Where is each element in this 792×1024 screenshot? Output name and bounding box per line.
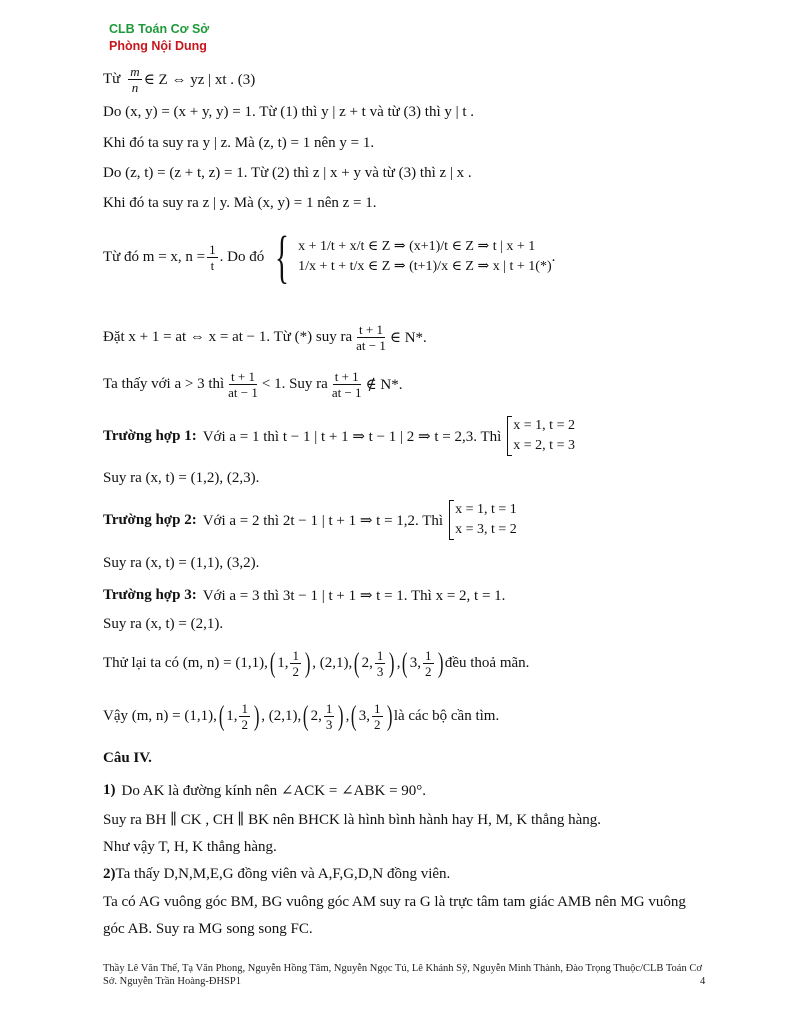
- text: 3,: [409, 655, 422, 671]
- brace-glyph: {: [275, 224, 290, 289]
- bracket-row: x = 3, t = 2: [455, 522, 517, 537]
- line-6: [103, 224, 556, 289]
- part-label: 2): [103, 866, 116, 882]
- line-7: [103, 322, 427, 353]
- fraction: [226, 369, 260, 400]
- line-4: Do (z, t) = (z + t, z) = 1. Từ (2) thì z | x + y và từ (3) thì z | x .: [103, 165, 472, 181]
- den: at − 1: [228, 385, 258, 400]
- part-1-line: [103, 781, 426, 800]
- text: Với a = 2 thì 2t − 1 | t + 1 ⇒ t = 1,2. Thì: [202, 512, 444, 529]
- case-3: [103, 586, 505, 605]
- text: 2,: [310, 708, 322, 724]
- fraction-1-t: [207, 242, 218, 273]
- fraction: [330, 369, 364, 400]
- case-label: Trường hợp 2:: [103, 511, 197, 528]
- solution-bracket: [449, 500, 517, 540]
- paren-close: ): [386, 700, 392, 732]
- fraction: [375, 648, 386, 679]
- num: 1: [374, 701, 381, 716]
- paren-close: ): [253, 700, 260, 732]
- num: 1: [325, 701, 333, 716]
- num: 1: [376, 648, 384, 663]
- num: t + 1: [334, 369, 359, 384]
- system-row-2: 1/x + t + t/x ∈ Z ⇒ (t+1)/x ∈ Z ⇒ x | t + 1(*): [298, 259, 552, 274]
- den: 2: [425, 664, 432, 679]
- case-label: Trường hợp 1:: [103, 427, 197, 444]
- paren-close: ): [304, 647, 311, 679]
- text: ∈ Z ⇔ yz | xt . (3): [143, 72, 256, 88]
- section-heading: Câu IV.: [103, 750, 152, 766]
- part-2-line-2: Ta có AG vuông góc BM, BG vuông góc AM suy ra G là trực tâm tam giác AMB nên MG vuông: [103, 894, 686, 910]
- fraction: [354, 322, 388, 353]
- den: 3: [325, 717, 333, 732]
- text: 1,: [226, 708, 238, 724]
- part-label: 1): [103, 782, 116, 798]
- num: 1: [209, 241, 216, 257]
- num: t + 1: [359, 322, 383, 337]
- fraction-m-n: [128, 64, 141, 95]
- text: , (2,1),: [261, 708, 302, 724]
- text: Đặt x + 1 = at ⇔ x = at − 1. Từ (*) suy ra: [103, 329, 353, 345]
- solution-bracket: [507, 416, 575, 456]
- text: ∈ N*.: [389, 330, 427, 346]
- system-of-equations: [268, 224, 552, 289]
- num: 1: [292, 648, 299, 663]
- case-2-result: Suy ra (x, t) = (1,1), (3,2).: [103, 555, 260, 571]
- system-rows: [298, 237, 552, 277]
- text: Thử lại ta có (m, n) = (1,1),: [103, 655, 268, 671]
- den: at − 1: [331, 385, 362, 400]
- text: < 1. Suy ra: [261, 376, 328, 392]
- fraction: [423, 648, 434, 679]
- den: 3: [376, 664, 384, 679]
- text: Do AK là đường kính nên ∠ACK = ∠ABK = 90°.: [121, 783, 427, 799]
- bracket-row: x = 1, t = 2: [513, 418, 575, 433]
- line-8: [103, 369, 403, 400]
- part-1-line-3: Như vậy T, H, K thẳng hàng.: [103, 839, 277, 855]
- den: 2: [241, 717, 248, 732]
- fraction: [290, 648, 301, 679]
- num: 1: [425, 648, 432, 663]
- paren-open: (: [354, 647, 360, 679]
- case-1: [103, 416, 575, 456]
- text: , (2,1),: [312, 655, 353, 671]
- den: n: [131, 80, 139, 95]
- den: 2: [374, 717, 381, 732]
- club-name: CLB Toán Cơ Sở: [109, 22, 210, 36]
- line-5: Khi đó ta suy ra z | y. Mà (x, y) = 1 nên z = 1.: [103, 195, 377, 211]
- conclusion-line: Vậy (m, n) = (1,1), ( 1, $\frac{1}{2}$ ) , (2,1), ( 2, $\frac{1}{3}$ ) , ( 3, $\frac{1}{2}$ ) là các bộ cần tìm.: [103, 700, 500, 732]
- part-2-line: [103, 866, 450, 883]
- text: . Do đó: [219, 248, 265, 265]
- text: 2,: [361, 655, 373, 671]
- line-2: Do (x, y) = (x + y, y) = 1. Từ (1) thì y | z + t và từ (3) thì y | t .: [103, 104, 475, 120]
- fraction: [372, 701, 383, 732]
- part-1-line-2: Suy ra BH ∥ CK , CH ∥ BK nên BHCK là hình bình hành hay H, M, K thẳng hàng.: [103, 812, 601, 828]
- line-1: [103, 64, 255, 95]
- system-row-1: x + 1/t + x/t ∈ Z ⇒ (x+1)/t ∈ Z ⇒ t | x + 1: [298, 239, 536, 254]
- case-1-result: Suy ra (x, t) = (1,2), (2,3).: [103, 470, 260, 486]
- paren-close: ): [437, 647, 443, 679]
- text: Từ đó m = x, n =: [103, 248, 206, 265]
- paren-open: (: [269, 647, 276, 679]
- text: .: [551, 248, 556, 265]
- verification-line: Thử lại ta có (m, n) = (1,1), ( 1, $\frac{1}{2}$ ) , (2,1), ( 2, $\frac{1}{3}$ ) , ( 3, $\frac{1}{2}$ ) đều thoả mãn.: [103, 647, 530, 679]
- line-3: Khi đó ta suy ra y | z. Mà (z, t) = 1 nên y = 1.: [103, 135, 375, 151]
- bracket-row: x = 1, t = 1: [455, 502, 517, 517]
- text: 3,: [358, 708, 370, 724]
- paren-open: (: [402, 647, 408, 679]
- paren-open: (: [303, 700, 309, 732]
- bracket-row: x = 2, t = 3: [513, 438, 575, 453]
- paren-close: ): [389, 647, 395, 679]
- num: m: [130, 64, 140, 79]
- paren-open: (: [218, 700, 225, 732]
- text: Ta thấy với a > 3 thì: [103, 376, 225, 392]
- text: Vậy (m, n) = (1,1),: [103, 708, 217, 724]
- text: ∉ N*.: [365, 377, 403, 393]
- text: 1,: [277, 655, 289, 671]
- text: Với a = 1 thì t − 1 | t + 1 ⇒ t − 1 | 2 ⇒ t = 2,3. Thì: [202, 428, 502, 445]
- text: là các bộ cần tìm.: [393, 708, 500, 724]
- num: 1: [241, 701, 248, 716]
- part-2-line-3: góc AB. Suy ra MG song song FC.: [103, 921, 313, 937]
- den: at − 1: [356, 338, 386, 353]
- text: Từ: [103, 71, 121, 87]
- case-label: Trường hợp 3:: [103, 587, 197, 603]
- case-3-result: Suy ra (x, t) = (2,1).: [103, 616, 224, 632]
- page-number: 4: [700, 976, 706, 987]
- den: t: [210, 257, 215, 273]
- text: Với a = 3 thì 3t − 1 | t + 1 ⇒ t = 1. Thì x = 2, t = 1.: [202, 588, 506, 604]
- paren-close: ): [338, 700, 344, 732]
- footer-authors: Thầy Lê Văn Thế, Tạ Văn Phong, Nguyễn Hồng Tâm, Nguyễn Ngọc Tú, Lê Khánh Sỹ, Nguyễn Minh Thành, Đào Trọng Thuộc/CLB Toán Cơ Sở. Nguyễn Trần Hoàng-ĐHSP1: [103, 963, 702, 987]
- department-name: Phòng Nội Dung: [109, 39, 207, 53]
- text: đều thoả mãn.: [444, 655, 530, 671]
- text: Ta thấy D,N,M,E,G đồng viên và A,F,G,D,N đồng viên.: [115, 866, 451, 882]
- fraction: [239, 701, 250, 732]
- den: 2: [292, 664, 299, 679]
- fraction: [324, 701, 335, 732]
- case-2: [103, 500, 517, 540]
- num: t + 1: [231, 369, 255, 384]
- paren-open: (: [351, 700, 357, 732]
